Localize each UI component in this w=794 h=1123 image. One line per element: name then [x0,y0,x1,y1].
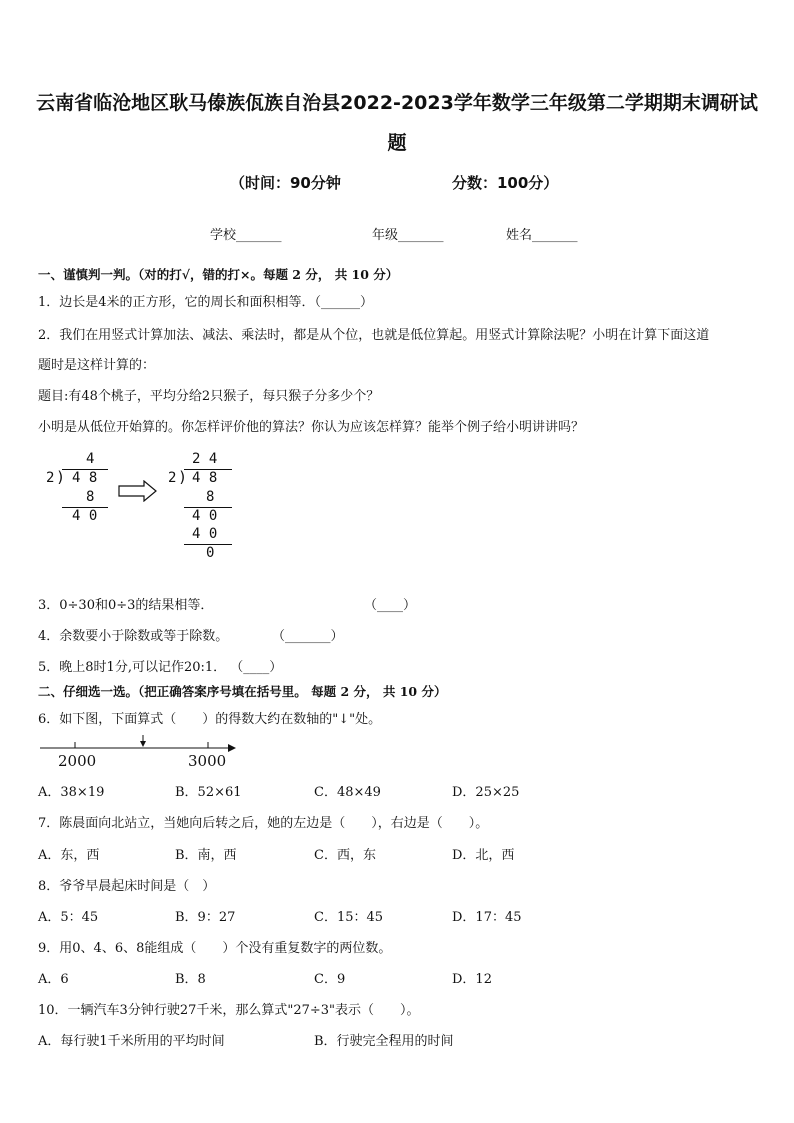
q9-option-c[interactable]: C．9 [314,972,346,987]
left-dividend: 4 8 [72,470,98,486]
left-remainder: 4 0 [72,508,98,524]
right-bracket: ) [178,468,188,486]
q9-option-d[interactable]: D．12 [452,972,492,987]
question-9: 9．用0、4、6、8能组成（ ）个没有重复数字的两位数。 [38,941,392,956]
question-4-blank: （_______） [272,629,344,644]
section1-heading: 一、谨慎判一判。（对的打√，错的打×。每题 2 分， 共 10 分） [38,267,399,282]
q10-option-a[interactable]: A．每行驶1千米所用的平均时间 [38,1034,225,1049]
school-field: 学校_______ [210,228,282,243]
grade-field: 年级_______ [372,228,444,243]
question-3-blank: （____） [364,598,417,613]
number-line-left-label: 2000 [58,752,97,770]
q8-option-a[interactable]: A．5：45 [38,910,99,925]
section2-heading: 二、仔细选一选。（把正确答案序号填在括号里。 每题 2 分， 共 10 分） [38,684,447,699]
right-row1: 8 [206,489,215,505]
left-divisor: 2 [46,470,55,486]
q7-option-d[interactable]: D．北，西 [452,848,515,863]
page-title: 云南省临沧地区耿马傣族佤族自治县2022-2023学年数学三年级第二学期期末调研试 [36,92,758,114]
question-2-prompt: 小明是从低位开始算的。你怎样评价他的算法？你认为应该怎样算？能举个例子给小明讲讲吗？ [38,420,585,435]
question-2-line1: 2．我们在用竖式计算加法、减法、乘法时，都是从个位，也就是低位算起。用竖式计算除法呢？小明在计算下面这道 [38,328,710,343]
q9-option-a[interactable]: A．6 [38,972,69,987]
right-divisor: 2 [168,470,177,486]
q6-option-c[interactable]: C．48×49 [314,785,381,800]
q6-option-b[interactable]: B．52×61 [175,785,242,800]
left-quotient: 4 [86,451,95,467]
right-row3: 4 0 [192,526,218,542]
question-4: 4．余数要小于除数或等于除数。 [38,629,229,644]
number-line-right-label: 3000 [188,752,227,770]
right-dividend: 4 8 [192,470,218,486]
q6-option-d[interactable]: D．25×25 [452,785,520,800]
question-2-line2: 题时是这样计算的： [38,358,156,373]
q6-option-a[interactable]: A．38×19 [38,785,105,800]
question-1: 1．边长是4米的正方形，它的周长和面积相等．（______） [38,295,374,310]
left-product: 8 [86,489,95,505]
question-3: 3．0÷30和0÷3的结果相等． [38,598,214,613]
question-7: 7．陈晨面向北站立，当她向后转之后，她的左边是（ ），右边是（ ）。 [38,816,489,831]
name-field: 姓名_______ [506,228,578,243]
question-8: 8．爷爷早晨起床时间是（ ） [38,879,216,894]
q7-option-b[interactable]: B．南，西 [175,848,237,863]
q7-option-c[interactable]: C．西，东 [314,848,376,863]
question-5: 5．晚上8时1分,可以记作20:1． （____） [38,660,283,675]
q8-option-c[interactable]: C．15：45 [314,910,384,925]
q10-option-b[interactable]: B．行驶完全程用的时间 [314,1034,454,1049]
question-10: 10．一辆汽车3分钟行驶27千米，那么算式"27÷3"表示（ ）。 [38,1003,420,1018]
left-bracket: ) [56,468,66,486]
q8-option-d[interactable]: D．17：45 [452,910,522,925]
q7-option-a[interactable]: A．东，西 [38,848,100,863]
page-title-continued: 题 [387,132,407,154]
right-arrow-icon [118,480,158,502]
question-2-problem: 题目:有48个桃子，平均分给2只猴子，每只猴子分多少个？ [38,389,380,404]
question-6: 6．如下图，下面算式（ ）的得数大约在数轴的"↓"处。 [38,712,382,727]
right-row4: 0 [206,545,215,561]
number-line [38,734,238,754]
right-quotient: 2 4 [192,451,218,467]
exam-score: 分数：100分） [452,174,559,192]
q9-option-b[interactable]: B．8 [175,972,206,987]
q8-option-b[interactable]: B．9：27 [175,910,236,925]
exam-time: （时间：90分钟 [230,174,341,192]
right-row2: 4 0 [192,508,218,524]
